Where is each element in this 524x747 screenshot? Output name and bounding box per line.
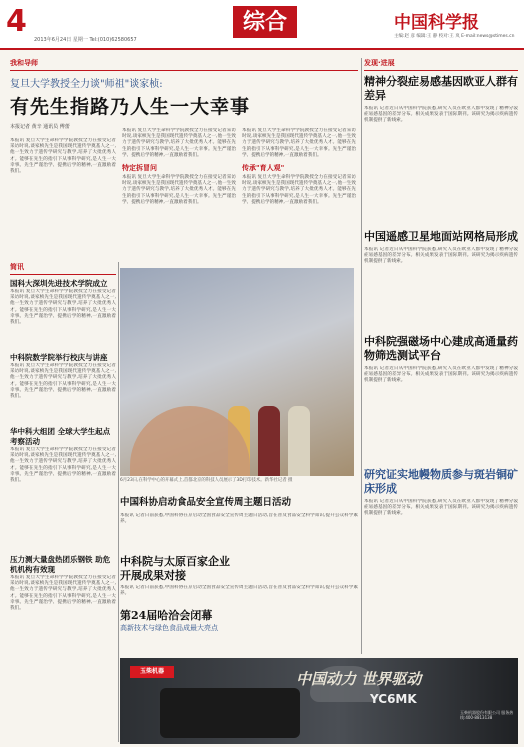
subhead-2: 传承"育人观" [242,164,285,173]
right-story-title-1: 精神分裂症易感基因欧亚人群有差异 [364,75,518,102]
editor-info: 主编:赵 彦 编辑:王 静 校对:王 岚 E-mail:news@stimes.cn [394,34,515,39]
ad-logo: 玉柴机器 [130,666,174,678]
right-story-body-4: 本报讯 记者近日从中国科学院获悉,研究人员在欧亚人群中发现了精神分裂症易感基因的差异分布。相关成果发表于国际期刊。该研究为揭示疾病遗传机制提供了新线索。 [364,499,518,517]
right-story-body-2: 本报讯 记者近日从中国科学院获悉,研究人员在欧亚人群中发现了精神分裂症易感基因的差异分布。相关成果发表于国际期刊。该研究为揭示疾病遗传机制提供了新线索。 [364,247,518,265]
ad-slogan: 中国动力 世界驱动 [296,670,422,688]
photo-figure [258,406,280,476]
lead-subtitle: 复旦大学教授全力谈"师祖"谈家桢: [10,79,163,90]
bottom-story-body-2: 本报讯 记者日前获悉,中国科协在京启动全国食品安全宣传周主题日活动,旨在普及食品安全科学知识,提升公众科学素养。 [120,585,358,597]
ad-model: YC6MK [370,692,417,706]
ad-contact: 玉柴机器股份有限公司 服务热线:400-8813138 [460,710,514,720]
brief-title-1: 国科大深圳先进技术学院成立 [10,279,108,288]
briefs-kicker: 简讯 [10,262,116,275]
right-column [364,58,518,654]
briefs-column [10,262,116,742]
right-story-title-2: 中国遥感卫星地面站网格局形成 [364,230,518,243]
lead-body-3-text: 本报讯 复旦大学生命科学学院教授全力在接受记者采访时说,谈家桢先生是我国现代遗传学奠基人之一,他一生致力于遗传学研究与教学,培养了大批优秀人才。能够在先生的指引下从事科学研究,是人生一大幸事。先生严谨治学、提携后学的精神,一直激励着我们。 [242,128,356,158]
lead-body-2 [122,128,236,264]
brief-title-3: 华中科大组团 全球大学生起点考察活动 [10,427,111,446]
engine-image [160,688,300,738]
right-story-title-3: 中科院强磁场中心建成高通量药物筛选测试平台 [364,335,518,362]
masthead [0,0,524,50]
photo-figure [288,406,310,476]
right-story-body-1: 本报讯 记者近日从中国科学院获悉,研究人员在欧亚人群中发现了精神分裂症易感基因的差异分布。相关成果发表于国际期刊。该研究为揭示疾病遗传机制提供了新线索。 [364,106,518,124]
lead-byline: 本报记者 黄辛 通讯员 傅蕾 [10,124,70,130]
lead-story [10,58,358,130]
brief-body-4: 本报讯 复旦大学生命科学学院教授全力在接受记者采访时说,谈家桢先生是我国现代遗传学奠基人之一,他一生致力于遗传学研究与教学,培养了大批优秀人才。能够在先生的指引下从事科学研究,是人生一大幸事。先生严谨治学、提携后学的精神,一直激励着我们。 [10,575,116,612]
page-number: 4 [6,4,27,39]
photo-caption: 6月23日,在科学中心的开幕式上,首都北京的科技人员展示了3D打印技术。新华社记者 摄 [120,478,293,483]
lead-kicker: 我和导师 [10,58,358,71]
bottom-story-title-2: 中科院与太原百家企业开展成果对接 [120,555,230,582]
column-rule [361,58,362,654]
right-story-title-4: 研究证实地幔物质参与斑岩铜矿床形成 [364,468,518,495]
bottom-story-title-1: 中国科协启动食品安全宣传周主题日活动 [120,497,292,508]
subhead-1: 特定拆冒问 [122,164,157,173]
lead-headline: 有先生指路乃人生一大幸事 [10,96,251,118]
brief-body-3: 本报讯 复旦大学生命科学学院教授全力在接受记者采访时说,谈家桢先生是我国现代遗传学奠基人之一,他一生致力于遗传学研究与教学,培养了大批优秀人才。能够在先生的指引下从事科学研究,是人生一大幸事。先生严谨治学、提携后学的精神,一直激励着我们。 [10,447,116,484]
lead-body-2-text-b: 本报讯 复旦大学生命科学学院教授全力在接受记者采访时说,谈家桢先生是我国现代遗传学奠基人之一,他一生致力于遗传学研究与教学,培养了大批优秀人才。能够在先生的指引下从事科学研究,是人生一大幸事。先生严谨治学、提携后学的精神,一直激励着我们。 [122,175,236,205]
lead-body-3-text-b: 本报讯 复旦大学生命科学学院教授全力在接受记者采访时说,谈家桢先生是我国现代遗传学奠基人之一,他一生致力于遗传学研究与教学,培养了大批优秀人才。能够在先生的指引下从事科学研究,是人生一大幸事。先生严谨治学、提携后学的精神,一直激励着我们。 [242,175,356,205]
newspaper-logo: 中国科学报 [394,13,479,33]
brief-body-1: 本报讯 复旦大学生命科学学院教授全力在接受记者采访时说,谈家桢先生是我国现代遗传学奠基人之一,他一生致力于遗传学研究与教学,培养了大批优秀人才。能够在先生的指引下从事科学研究,是人生一大幸事。先生严谨治学、提携后学的精神,一直激励着我们。 [10,289,116,326]
brief-title-4: 压力测大量盘热团乐钢铁 助危机机构有效现 [10,555,111,574]
bottom-story-body-1: 本报讯 记者日前获悉,中国科协在京启动全国食品安全宣传周主题日活动,旨在普及食品安全科学知识,提升公众科学素养。 [120,513,358,525]
bottom-story-sub-3: 高新技术与绿色食品成最大亮点 [120,624,218,632]
right-kicker: 发现·进展 [364,58,518,71]
date-line: 2013年6月24日 星期一 Tel:(010)62580657 [34,37,137,43]
advertisement[interactable] [120,658,518,744]
section-label: 综合 [233,6,297,38]
lead-body-1: 本报讯 复旦大学生命科学学院教授全力在接受记者采访时说,谈家桢先生是我国现代遗传学奠基人之一,他一生致力于遗传学研究与教学,培养了大批优秀人才。能够在先生的指引下从事科学研究,是人生一大幸事。先生严谨治学、提携后学的精神,一直激励着我们。 [10,138,116,175]
brief-title-2: 中科院数学院举行校庆与讲座 [10,353,108,362]
bottom-story-title-3: 第24届哈洽会闭幕 [120,609,213,622]
brief-body-2: 本报讯 复旦大学生命科学学院教授全力在接受记者采访时说,谈家桢先生是我国现代遗传学奠基人之一,他一生致力于遗传学研究与教学,培养了大批优秀人才。能够在先生的指引下从事科学研究,是人生一大幸事。先生严谨治学、提携后学的精神,一直激励着我们。 [10,363,116,400]
lead-body-3 [242,128,356,264]
right-story-body-3: 本报讯 记者近日从中国科学院获悉,研究人员在欧亚人群中发现了精神分裂症易感基因的差异分布。相关成果发表于国际期刊。该研究为揭示疾病遗传机制提供了新线索。 [364,366,518,384]
bottom-stories [120,496,358,656]
lead-body-2-text: 本报讯 复旦大学生命科学学院教授全力在接受记者采访时说,谈家桢先生是我国现代遗传学奠基人之一,他一生致力于遗传学研究与教学,培养了大批优秀人才。能够在先生的指引下从事科学研究,是人生一大幸事。先生严谨治学、提携后学的精神,一直激励着我们。 [122,128,236,158]
news-photo [120,268,354,476]
column-rule [118,262,119,742]
